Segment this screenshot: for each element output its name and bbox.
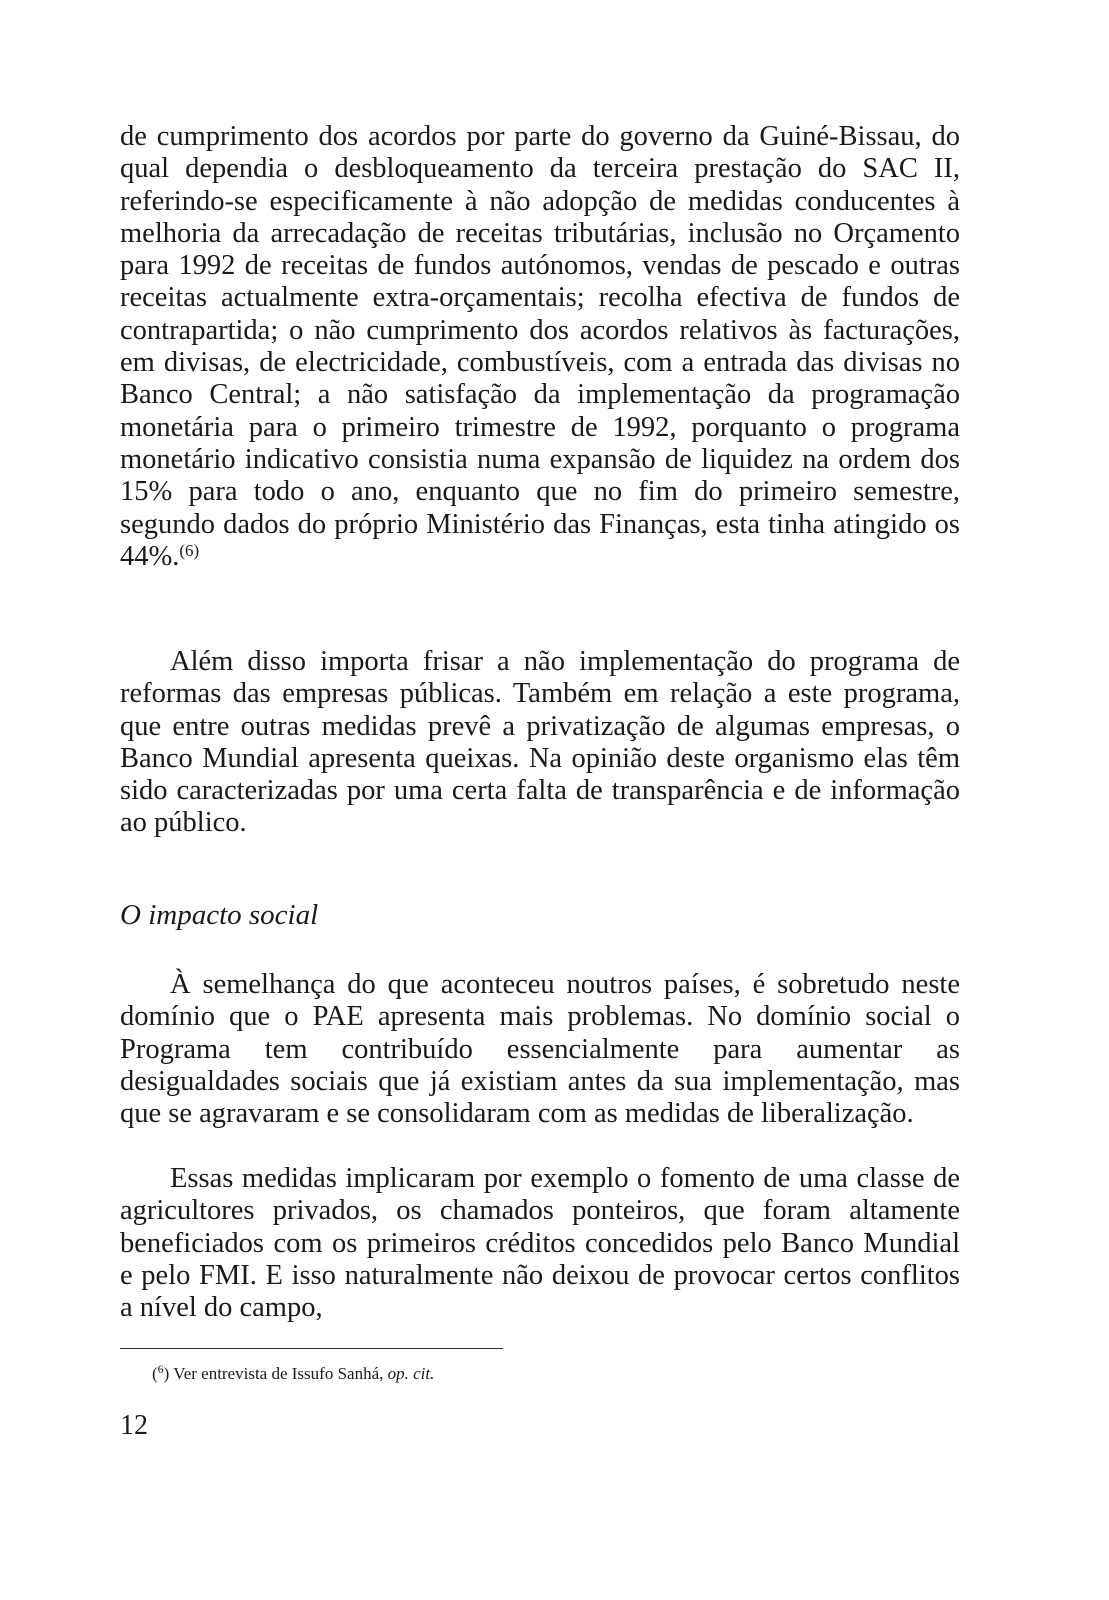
section-heading: O impacto social <box>120 899 319 931</box>
paragraph-4: Essas medidas implicaram por exemplo o fomento de uma classe de agricultores privados, os chamados ponteiros, que foram altamente beneficiados com os primeiros créditos concedidos pelo Banco Mundial e pelo FMI. E isso naturalmente não deixou de provocar certos conflitos a nível do campo, <box>120 1163 960 1324</box>
paragraph-3: À semelhança do que aconteceu noutros países, é sobretudo neste domínio que o PAE apresenta mais problemas. No domínio social o Programa tem contribuído essencialmente para aumentar as desigualdades sociais que já existiam antes da sua implementação, mas que se agravaram e se consolidaram com as medidas de liberalização. <box>120 969 960 1130</box>
footnote-marker: 6 <box>157 1362 164 1376</box>
footnote <box>152 1363 434 1385</box>
footnote-close-paren: ) <box>163 1364 170 1383</box>
footnote-reference: (6) <box>179 540 200 560</box>
footnote-open-paren: ( <box>152 1364 158 1383</box>
footnote-text: Ver entrevista de Issufo Sanhá, <box>173 1364 388 1383</box>
footnote-citation: op. cit. <box>387 1364 435 1383</box>
paragraph-1-text: de cumprimento dos acordos por parte do governo da Guiné-Bissau, do qual dependia o desbloqueamento da terceira prestação do SAC II, referindo-se especificamente à não adopção de medidas conducentes à melhoria da arrecadação de receitas tributárias, inclusão no Orçamento para 1992 de receitas de fundos autónomos, vendas de pescado e outras receitas actualmente extra-orçamentais; recolha efectiva de fundos de contrapartida; o não cumprimento dos acordos relativos às facturações, em divisas, de electricidade, combustíveis, com a entrada das divisas no Banco Central; a não satisfação da implementação da programação monetária para o primeiro trimestre de 1992, porquanto o programa monetário indicativo consistia numa expansão de liquidez na ordem dos 15% para todo o ano, enquanto que no fim do primeiro semestre, segundo dados do próprio Ministério das Finanças, esta tinha atingido os 44%. <box>120 121 960 572</box>
footnote-divider <box>120 1348 503 1349</box>
paragraph-1 <box>120 121 960 573</box>
page-number: 12 <box>120 1410 148 1441</box>
paragraph-2: Além disso importa frisar a não implementação do programa de reformas das empresas públicas. Também em relação a este programa, que entre outras medidas prevê a privatização de algumas empresas, o Banco Mundial apresenta queixas. Na opinião deste organismo elas têm sido caracterizadas por uma certa falta de transparência e de informação ao público. <box>120 646 960 839</box>
